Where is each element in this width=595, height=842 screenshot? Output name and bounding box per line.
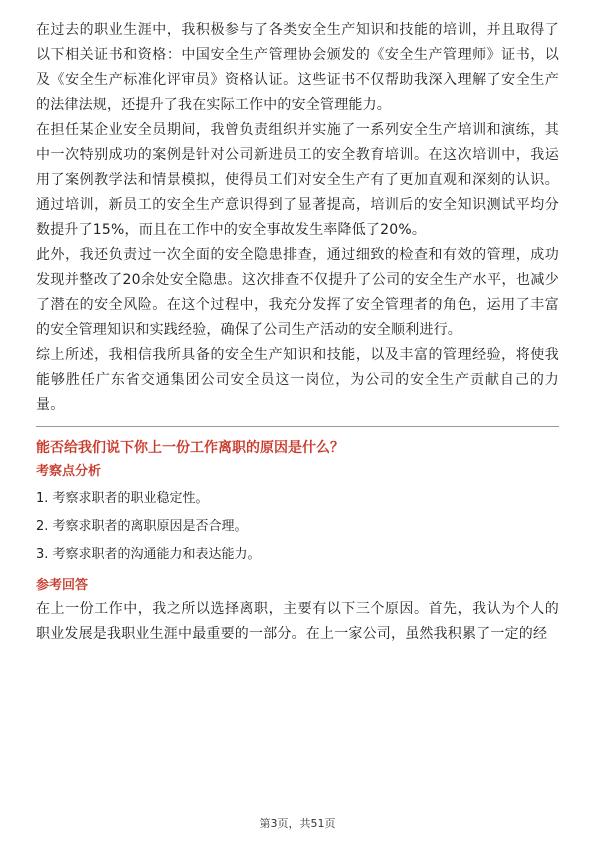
paragraph-certificates: 在过去的职业生涯中，我积极参与了各类安全生产知识和技能的培训，并且取得了以下相关证书和资格：中国安全生产管理协会颁发的《安全生产管理师》证书，以及《安全生产标准化评审员》资格认证。这些证书不仅帮助我深入理解了安全生产的法律法规，还提升了我在实际工作中的安全管理能力。 — [36, 22, 559, 113]
interview-question: 能否给我们说下你上一份工作离职的原因是什么？ — [36, 440, 344, 456]
paragraph-hazard-inspection: 此外，我还负责过一次全面的安全隐患排查，通过细致的检查和有效的管理，成功发现并整改了20余处安全隐患。这次排查不仅提升了公司的安全生产水平，也减少了潜在的安全风险。在这个过程中，我充分发挥了安全管理者的角色，运用了丰富的安全管理知识和实践经验，确保了公司生产活动的安全顺利进行。 — [36, 247, 559, 338]
reference-answer-text: 在上一份工作中，我之所以选择离职，主要有以下三个原因。首先，我认为个人的职业发展是我职业生涯中最重要的一部分。在上一家公司，虽然我积累了一定的经 — [36, 601, 559, 642]
document-body — [36, 18, 559, 647]
paragraph-training-case: 在担任某企业安全员期间，我曾负责组织并实施了一系列安全生产培训和演练，其中一次特别成功的案例是针对公司新进员工的安全教育培训。在这次培训中，我运用了案例教学法和情景模拟，使得员工们对安全生产有了更加直观和深刻的认识。通过培训，新员工的安全生产意识得到了显著提高，培训后的安全知识测试平均分数提升了15%，而且在工作中的安全事故发生率降低了20%。 — [36, 122, 559, 238]
paragraph-summary: 综上所述，我相信我所具备的安全生产知识和技能，以及丰富的管理经验，将使我能够胜任广东省交通集团公司安全员这一岗位，为公司的安全生产贡献自己的力量。 — [36, 347, 559, 413]
section-divider — [36, 426, 559, 427]
analysis-heading: 考察点分析 — [36, 464, 102, 479]
analysis-list — [36, 485, 559, 569]
analysis-point: 2. 考察求职者的离职原因是否合理。 — [36, 519, 248, 534]
reference-answer-heading: 参考回答 — [36, 578, 89, 593]
page-number: 第3页，共51页 — [259, 817, 336, 830]
analysis-point: 1. 考察求职者的职业稳定性。 — [36, 491, 209, 506]
analysis-point: 3. 考察求职者的沟通能力和表达能力。 — [36, 547, 261, 562]
